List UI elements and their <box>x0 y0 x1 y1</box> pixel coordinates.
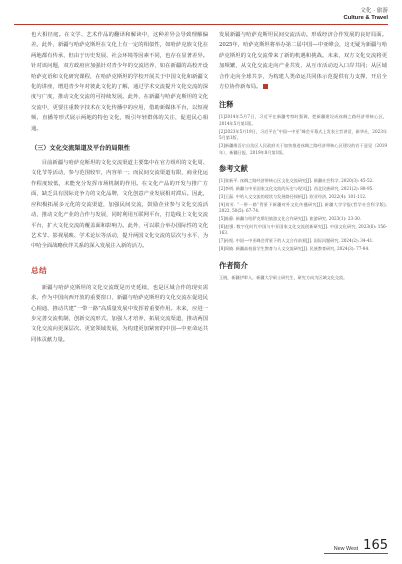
left-column <box>31 30 208 345</box>
note-item: [2]2023年5月19日，习近平在“中国—中亚”峰会开幕式上发表主旨讲话，新华社，2023年5月第1版。 <box>219 128 387 141</box>
references-list <box>219 178 387 252</box>
reference-item: [1]张新平. 丝绸之路经济带核心区文化交流研究[J]. 新疆社会科学, 2020(3): 45-52. <box>219 178 374 184</box>
right-column <box>219 30 387 281</box>
author-info: 王晓，新疆伊犁人，新疆大学硕士研究生，研究方向为区域文化交流。 <box>219 274 348 280</box>
section-label-cn: 文化 · 旅游 <box>360 8 388 14</box>
end-mark-icon <box>263 84 268 89</box>
section-heading-conclusion: 总结 <box>31 265 48 275</box>
section-label-en: Culture & Travel <box>343 14 388 21</box>
author-heading: 作者简介 <box>219 260 248 270</box>
reference-item: [6]赵强. 数字化时代中国与中亚国家文化交流创新研究[J]. 中国文化研究, 2023(6): 156-163. <box>219 223 387 236</box>
paragraph-text: 发展新疆与哈萨克斯坦民间交流活动。形成经济合作发展的良好局面。2025年，哈萨克斯坦将举办第二届中国—中亚峰会，这无疑为新疆与哈萨克斯坦的文化交流带来了新的机遇和挑战。未来，双方文化交流将更加频繁，从文化交流走向产业共发，从互市活动迈入口岸共同；从区域合作走向全球共享，为构建人类命运共同体示范提供有力支撑，开启全方位协作新布局。 <box>219 32 387 91</box>
references-heading: 参考文献 <box>219 164 248 174</box>
subsection-heading: （三）文化交流渠道及平台的局限性 <box>31 145 130 153</box>
running-header <box>344 9 388 21</box>
notes-heading: 注释 <box>219 100 234 110</box>
paragraph: 目前新疆与哈萨克斯坦的文化交流渠道主要集中在官方组织的文化周、文化节等活动，参与范围较窄，内容单一；而民间交流渠道有限，商业化运作程度较低，未能充分发挥市场机制的作用。在文化产品的开发与推广方面，缺乏具有国际竞争力的文化品牌，文化创意产业发展相对滞后。因此，应积极拓展多元化的交流渠道，加强民间交流，鼓励企业参与文化交流活动，推动文化产业的合作与发展，同时利用互联网平台，打造线上文化交流平台，扩大文化交流的覆盖面和影响力。此外，可以联合举办国际性的文化艺术节、影视展映、学术论坛等活动，提升两国文化交流的层次与水平，为中哈全面战略伙伴关系的深入发展注入新的活力。 <box>31 160 208 250</box>
paragraph: 也大相径庭。在文学、艺术作品的翻译和解读中，这种差异会导致理解偏差。此外，新疆与哈萨克斯坦在文化上有一定的相似性，如哈萨克族文化在两地都有传承，但由于历史发展、社会环境等因素不同，也存在显著差异。针对该问题，双方政府应加强针对青少年的交流培养，如在新疆的高校开设哈萨克语和文化研究课程，在哈萨克斯坦的学校开展关于中国文化和新疆文化的讲座，增进青少年对彼此文化的了解，通过学术交流提升文化交流的深度与广度，推动文化交流的可持续发展。此外，在新疆与哈萨克斯坦的文化交流中，更要注重数字技术在文化传播中的应用，借助新媒体平台，以短视频、直播等形式展示两地的特色文化，吸引年轻群体的关注，促进民心相通。 <box>31 32 208 132</box>
notes-list <box>219 114 387 156</box>
note-item: [1]2014年5月7日，习近平在新疆考察时强调，把新疆建设成丝绸之路经济带核心区，2014年5月第1版。 <box>219 114 387 127</box>
header-rule <box>14 24 388 25</box>
reference-item: [4]刘芳. “一带一路”背景下新疆对外文化传播研究[J]. 新疆大学学报(哲学社会科学版), 2022, 50(5): 67-74. <box>219 201 387 214</box>
reference-item: [7]孙悦. 中国—中亚峰会背景下的人文合作前景[J]. 国际问题研究, 2024(2): 34-41. <box>219 238 374 244</box>
paragraph <box>219 30 387 92</box>
reference-item: [5]陈静. 新疆与哈萨克斯坦旅游文化合作研究[J]. 旅游研究, 2023(1): 23-30. <box>219 216 362 222</box>
paragraph: 新疆与哈萨克斯坦的文化交流既是历史延续，也是区域合作的现实需求。作为中国向西开放的重要窗口，新疆与哈萨克斯坦的文化交流在促进民心相通、推动共建“一带一路”高质量发展中发挥着重要作用。未来，应进一步完善交流机制，创新交流形式，加强人才培养，拓展交流渠道，推动两国文化交流向更深层次、更宽领域发展，为构建更加紧密的中国—中亚命运共同体贡献力量。 <box>31 284 208 343</box>
footer-rule <box>324 553 388 554</box>
page-number: 165 <box>363 538 388 553</box>
reference-item: [3]王磊. 中哈人文交流的现状与发展路径探析[J]. 欧亚经济, 2022(4): 101-112. <box>219 193 367 199</box>
reference-item: [8]周晓. 新疆高校留学生教育与人文交流研究[J]. 民族教育研究, 2024(3): 77-84. <box>219 246 370 252</box>
journal-name: New West <box>333 546 359 552</box>
note-item: [3]新疆维吾尔自治区人民政府关于加快推进丝绸之路经济带核心区建设的若干意见（2019年），新疆日报，2019年8月第1版。 <box>219 143 387 155</box>
page-footer <box>334 539 388 552</box>
reference-item: [2]李明. 新疆与中亚国家文化交流的历史与现实[J]. 西北民族研究, 2021(2): 88-95. <box>219 186 374 192</box>
